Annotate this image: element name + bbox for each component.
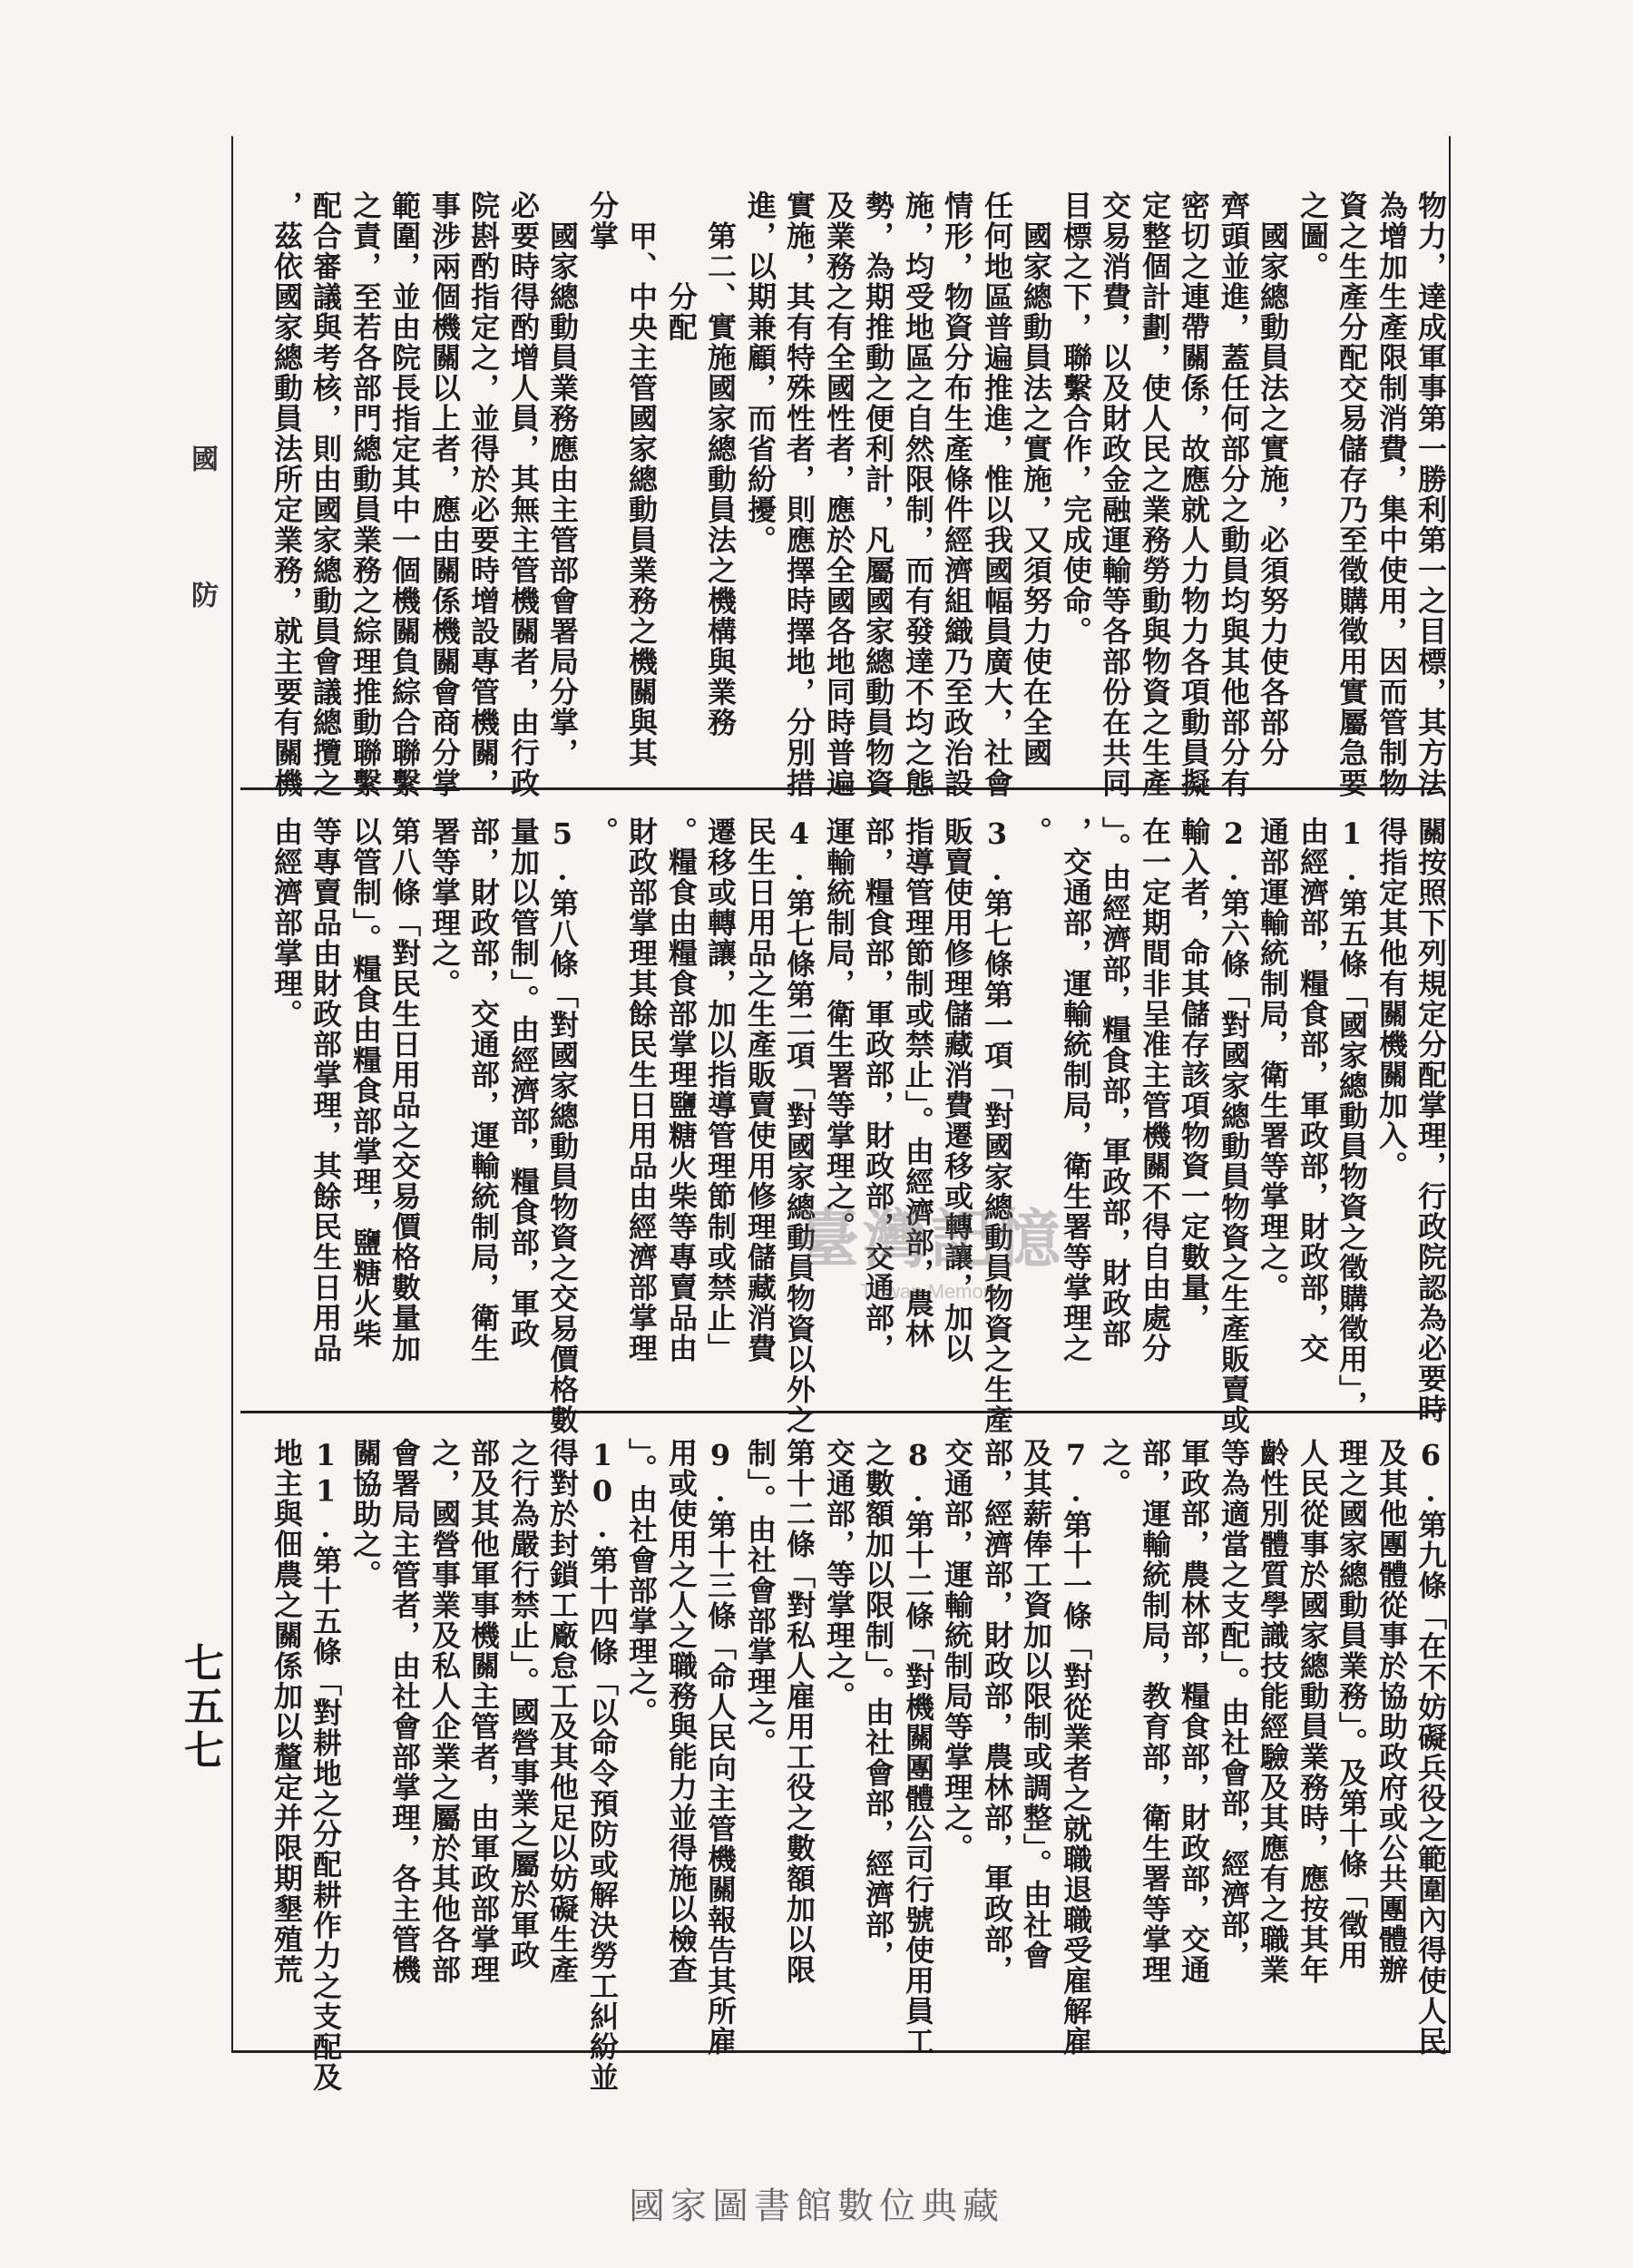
journal-label-bottom: 防 (186, 581, 218, 608)
text-column: 目標之下，聯繫合作，完成使命。 (1059, 191, 1093, 647)
text-column: 院斟酌指定之，並得於必要時增設專管機關， (466, 191, 501, 798)
text-column: 施，均受地區之自然限制，而有發達不均之態 (901, 191, 935, 798)
band-divider-bottom (240, 1411, 1442, 1413)
text-column: 之。 (1098, 1438, 1132, 1499)
text-column: 。糧食由糧食部掌理鹽糖火柴等專賣品由 (664, 816, 699, 1364)
text-column: 2.第六條「對國家總動員物資之生產販賣或 (1217, 816, 1251, 1435)
text-column: 之圖。 (1296, 191, 1330, 282)
text-column: 關協助之。 (348, 1438, 383, 1590)
text-column: 國家總動員業務應由主管部會署局分掌， (545, 191, 580, 768)
text-column: 分配 (664, 191, 699, 343)
text-column: 由經濟部掌理。 (269, 816, 304, 1030)
text-column: 情形，物資分布生產條件經濟組織乃至政治設 (940, 191, 974, 798)
text-column: 人民從事於國家總動員業務時，應按其年 (1296, 1438, 1330, 1985)
text-column: 得對於封鎖工廠怠工及其他足以妨礙生產 (545, 1438, 580, 1985)
text-column: 等專賣品由財政部掌理，其餘民生日用品 (308, 816, 343, 1364)
text-column: 部，財政部，交通部，運輸統制局，衛生 (466, 816, 501, 1364)
text-column: 甲、中央主管國家總動員業務之機關與其 (624, 191, 659, 768)
text-column: 由經濟部，糧食部，軍政部，財政部，交 (1296, 816, 1330, 1364)
text-column: 部，糧食部，軍政部，財政部，交通部， (861, 816, 895, 1364)
text-column: 交通部，等掌理之。 (822, 1438, 856, 1712)
text-column: 指導管理節制或禁止」。由經濟部，農林 (901, 816, 935, 1349)
text-column: 之行為嚴行禁止」。國營事業之屬於軍政 (506, 1438, 541, 1970)
text-column: 部，運輸統制局，教育部，衛生署等掌理 (1138, 1438, 1172, 1985)
text-column: 任何地區普遍推進，惟以我國幅員廣大，社會 (980, 191, 1014, 798)
text-column: 民生日用品之生產販賣使用修理儲藏消費 (743, 816, 777, 1364)
text-column: 第八條「對民生日用品之交易價格數量加 (387, 816, 422, 1364)
text-column: 」。由經濟部，糧食部，軍政部，財政部 (1098, 816, 1132, 1349)
text-column: 會署局主管者，由社會部掌理，各主管機 (387, 1438, 422, 1985)
text-column: 。 (585, 816, 620, 847)
text-column: 3.第七條第一項「對國家總動員物資之生產 (980, 816, 1014, 1435)
text-column: 第十二條「對私人雇用工役之數額加以限 (782, 1438, 816, 1985)
text-column: 5.第八條「對國家總動員物資之交易價格數 (545, 816, 580, 1435)
text-column: 分掌 (585, 191, 620, 251)
text-column: 。 (1019, 816, 1053, 847)
text-column: 交易消費，以及財政金融運輸等各部份在共同 (1098, 191, 1132, 798)
text-column: 販賣使用修理儲藏消費遷移或轉讓，加以 (940, 816, 974, 1364)
text-column: 9.第十三條「命人民向主管機關報告其所雇 (703, 1438, 738, 2057)
text-column: 輸入者，命其儲存該項物資一定數量， (1177, 816, 1211, 1334)
text-column: 得指定其他有關機關加入。 (1374, 816, 1409, 1181)
text-column: 署等掌理之。 (427, 816, 462, 999)
text-column: 及其他團體從事於協助政府或公共團體辦 (1374, 1438, 1409, 1985)
text-column: 財政部掌理其餘民生日用品由經濟部掌理 (624, 816, 659, 1364)
text-column: 8.第十二條「對機關團體公司行號使用員工 (901, 1438, 935, 2057)
text-column: 定整個計劃，使人民之業務勞動與物資之生產 (1138, 191, 1172, 798)
text-column: 齡性別體質學識技能經驗及其應有之職業 (1256, 1438, 1290, 1985)
text-column: 之責，至若各部門總動員業務之綜理推動聯繫 (348, 191, 383, 798)
text-column: 理之國家總動員業務」。及第十條「徵用 (1335, 1438, 1369, 1970)
text-column: 配合審議與考核，則由國家總動員會議總攬之 (308, 191, 343, 798)
text-column: 及業務之有全國性者，應於全國各地同時普遍 (822, 191, 856, 798)
text-column: 用或使用之人之職務與能力並得施以檢查 (664, 1438, 699, 1985)
text-column: 關按照下列規定分配掌理，行政院認為必要時 (1413, 816, 1448, 1424)
text-column: 及其薪俸工資加以限制或調整」。由社會 (1019, 1438, 1053, 1970)
text-column: 密切之連帶關係，故應就人力物力各項動員擬 (1177, 191, 1211, 798)
text-column: 量加以管制」。由經濟部，糧食部，軍政 (506, 816, 541, 1349)
text-column: 資之生產分配交易儲存乃至徵購徵用實屬急要 (1335, 191, 1369, 798)
text-column: 齊頭並進，蓋任何部分之動員均與其他部分有 (1217, 191, 1251, 798)
text-column: 進，以期兼顧，而省紛擾。 (743, 191, 777, 555)
text-column: 國家總動員法之實施，必須努力使各部分 (1256, 191, 1290, 768)
text-column: 等為適當之支配」。由社會部，經濟部， (1217, 1438, 1251, 1970)
footer-collection-label: 國家圖書館數位典藏 (629, 2185, 1004, 2227)
text-column: 必要時得酌增人員，其無主管機關者，由行政 (506, 191, 541, 798)
text-column: 制」。由社會部掌理之。 (743, 1438, 777, 1758)
text-column: 遷移或轉讓，加以指導管理節制或禁止」 (703, 816, 738, 1364)
page-number: 七五七 (177, 1642, 223, 1773)
text-column: 為增加生產限制消費，集中使用，因而管制物 (1374, 191, 1409, 798)
text-column: 運輸統制局，衛生署等掌理之。 (822, 816, 856, 1242)
text-column: 國家總動員法之實施，又須努力使在全國 (1019, 191, 1053, 768)
text-column: 部及其他軍事機關主管者，由軍政部掌理 (466, 1438, 501, 1985)
text-column: 通部運輸統制局，衛生署等掌理之。 (1256, 816, 1290, 1303)
text-column: 11.第十五條「對耕地之分配耕作力之支配及 (308, 1438, 343, 2093)
text-column: 交通部，運輸統制局等掌理之。 (940, 1438, 974, 1863)
watermark-main-text: 臺灣記憶 (796, 1201, 1064, 1276)
text-column: 之，國營事業及私人企業之屬於其他各部 (427, 1438, 462, 1985)
text-column: 範圍，並由院長指定其中一個機關負綜合聯繫 (387, 191, 422, 798)
journal-label-top: 國 (186, 445, 218, 472)
text-column: 地主與佃農之關係加以釐定并限期墾殖荒 (269, 1438, 304, 1985)
text-column: 勢，為期推動之便利計，凡屬國家總動員物資 (861, 191, 895, 798)
watermark (794, 1188, 1066, 1315)
text-column: 事涉兩個機關以上者，應由關係機關會商分掌 (427, 191, 462, 798)
text-column: 第二、實施國家總動員法之機構與業務 (703, 191, 738, 738)
text-column: 6.第九條「在不妨礙兵役之範圍內得使人民 (1413, 1438, 1448, 2057)
text-column: 10.第十四條「以命令預防或解決勞工糾紛並 (585, 1438, 620, 2093)
text-column: 1.第五條「國家總動員物資之徵購徵用」， (1335, 816, 1369, 1421)
text-column: 4.第七條第二項「對國家總動員物資以外之 (782, 816, 816, 1435)
text-column: 」。由社會部掌理之。 (624, 1438, 659, 1727)
text-column: ，交通部，運輸統制局，衛生署等掌理之 (1059, 816, 1093, 1364)
text-column: 實施，其有特殊性者，則應擇時擇地，分別措 (782, 191, 816, 798)
text-column: 之數額加以限制」。由社會部，經濟部， (861, 1438, 895, 1970)
text-column: 軍政部，農林部，糧食部，財政部，交通 (1177, 1438, 1211, 1985)
watermark-sub-text: Taiwan Memory (859, 1280, 1001, 1303)
text-column: 在一定期間非呈准主管機關不得自由處分 (1138, 816, 1172, 1364)
text-column: 以管制」。糧食由糧食部掌理，鹽糖火柴 (348, 816, 383, 1349)
text-column: 部，經濟部，財政部，農林部，軍政部， (980, 1438, 1014, 1985)
text-column: 物力，達成軍事第一勝利第一之目標，其方法 (1413, 191, 1448, 798)
text-column: ，茲依國家總動員法所定業務，就主要有關機 (269, 191, 304, 798)
text-column: 7.第十一條「對從業者之就職退職受雇解雇 (1059, 1438, 1093, 2057)
